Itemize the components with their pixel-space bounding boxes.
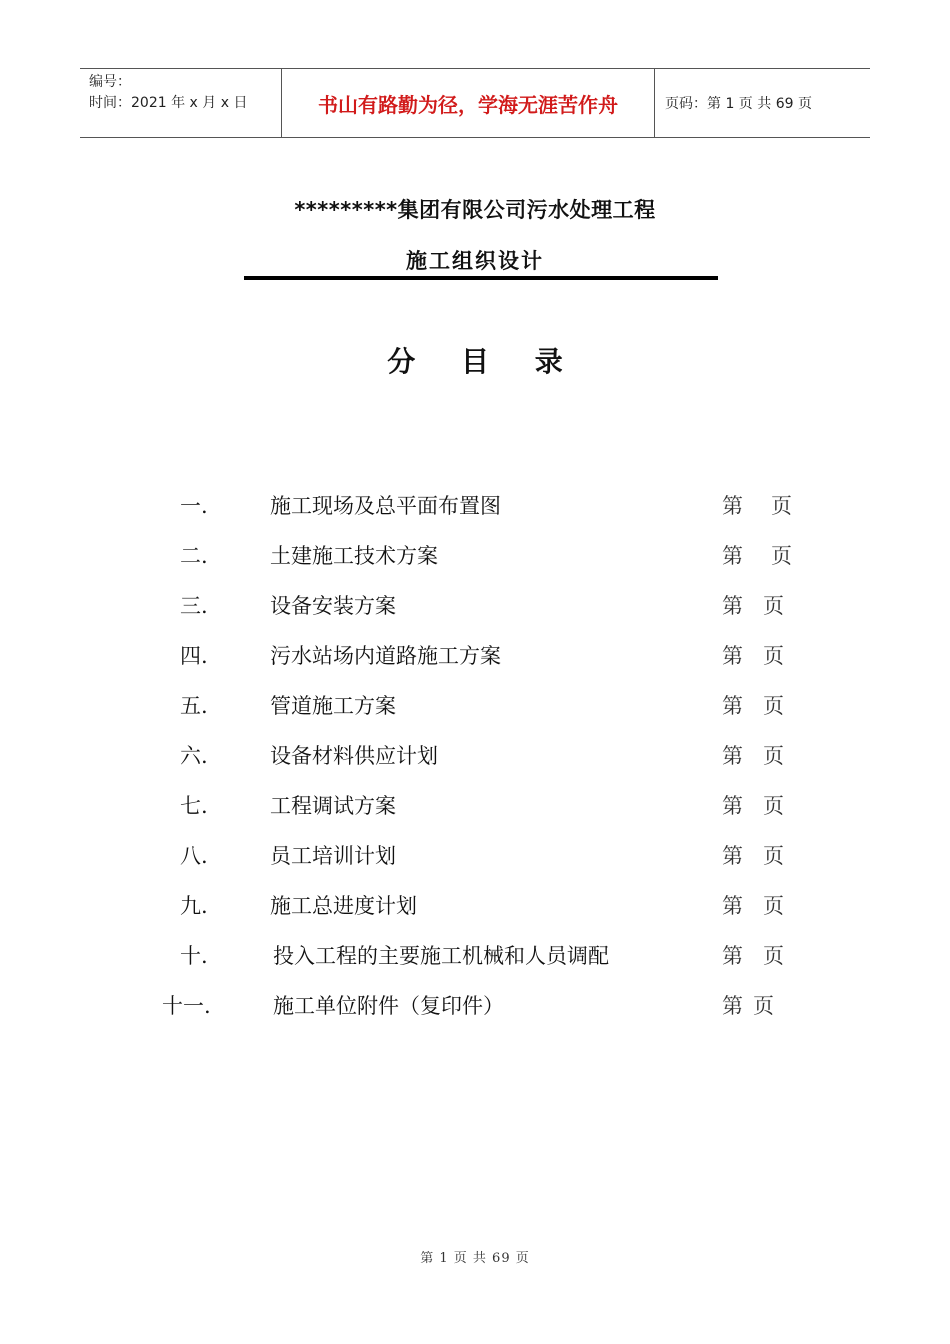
- toc-item-page: 第 页: [722, 844, 784, 868]
- title-divider: [244, 276, 718, 280]
- header-motto: 书山有路勤为径，学海无涯苦作舟: [282, 69, 655, 137]
- toc-item-number: 五.: [180, 694, 208, 718]
- toc-item-title: 土建施工技术方案: [270, 544, 438, 568]
- toc-item: [0, 590, 950, 640]
- toc-item: [0, 490, 950, 540]
- document-title: *********集团有限公司污水处理工程: [294, 198, 656, 222]
- toc-item: [0, 940, 950, 990]
- toc-item: [0, 990, 950, 1040]
- toc-item-number: 三.: [180, 594, 208, 618]
- toc-item-page: 第 页: [722, 644, 784, 668]
- toc-item-page: 第 页: [722, 494, 792, 518]
- toc-item: [0, 840, 950, 890]
- toc-item-number: 七.: [180, 794, 208, 818]
- toc-item-title: 污水站场内道路施工方案: [270, 644, 501, 668]
- toc-item-title: 员工培训计划: [270, 844, 396, 868]
- toc-item-title: 施工总进度计划: [270, 894, 417, 918]
- document-subtitle: 施工组织设计: [406, 249, 544, 273]
- toc-item-page: 第 页: [722, 994, 774, 1018]
- toc-item-page: 第 页: [722, 694, 784, 718]
- toc-item: [0, 690, 950, 740]
- toc-item-title: 管道施工方案: [270, 694, 396, 718]
- toc-item-number: 十.: [180, 944, 208, 968]
- toc-item-page: 第 页: [722, 594, 784, 618]
- toc-item-page: 第 页: [722, 744, 784, 768]
- toc-item-page: 第 页: [722, 794, 784, 818]
- toc-item-number: 一.: [180, 494, 208, 518]
- toc-item-number: 六.: [180, 744, 208, 768]
- toc-item-title: 工程调试方案: [270, 794, 396, 818]
- toc-item-number: 九.: [180, 894, 208, 918]
- toc-item-page: 第 页: [722, 544, 792, 568]
- page-header: [80, 68, 870, 138]
- header-page-info: 页码：第 1 页 共 69 页: [665, 96, 812, 112]
- toc-item-title: 设备材料供应计划: [270, 744, 438, 768]
- page-footer: 第 1 页 共 69 页: [420, 1251, 530, 1266]
- toc-item: [0, 890, 950, 940]
- toc-item-number: 二.: [180, 544, 208, 568]
- doc-time-label: 时间：2021 年 x 月 x 日: [89, 95, 248, 111]
- table-of-contents: [0, 490, 950, 1040]
- toc-item: [0, 790, 950, 840]
- doc-number-label: 编号：: [89, 74, 131, 90]
- toc-item-title: 施工现场及总平面布置图: [270, 494, 501, 518]
- toc-item: [0, 540, 950, 590]
- header-meta: [80, 69, 282, 137]
- toc-item-title: 投入工程的主要施工机械和人员调配: [273, 944, 609, 968]
- toc-item-number: 八.: [180, 844, 208, 868]
- toc-item-title: 施工单位附件（复印件）: [273, 994, 504, 1018]
- toc-item-page: 第 页: [722, 944, 784, 968]
- toc-item-number: 四.: [180, 644, 208, 668]
- toc-item: [0, 640, 950, 690]
- toc-item: [0, 740, 950, 790]
- toc-item-page: 第 页: [722, 894, 784, 918]
- toc-heading: 分 目 录: [387, 345, 581, 378]
- toc-item-title: 设备安装方案: [270, 594, 396, 618]
- toc-item-number: 十一.: [162, 994, 211, 1018]
